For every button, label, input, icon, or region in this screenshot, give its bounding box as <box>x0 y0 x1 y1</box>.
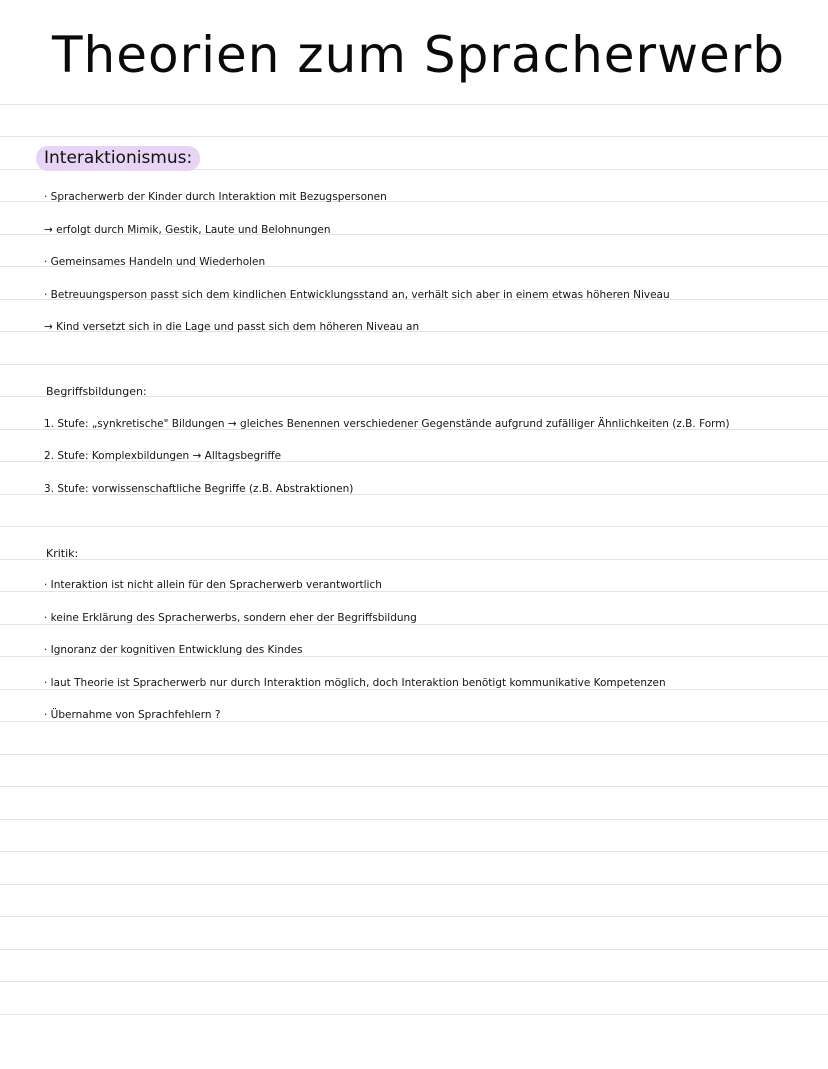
list-item: → erfolgt durch Mimik, Gestik, Laute und Belohnungen <box>44 224 331 236</box>
rule-line <box>0 981 828 982</box>
rule-line <box>0 136 828 137</box>
list-item: · laut Theorie ist Spracherwerb nur durch Interaktion möglich, doch Interaktion benötigt kommunikative Kompetenzen <box>44 677 666 689</box>
list-item: · Gemeinsames Handeln und Wiederholen <box>44 256 266 268</box>
section-heading-interaktionismus: Interaktionismus: <box>36 146 200 171</box>
rule-line <box>0 949 828 950</box>
subheading-kritik: Kritik: <box>46 547 79 560</box>
rule-line <box>0 364 828 365</box>
rule-line <box>0 819 828 820</box>
rule-line <box>0 754 828 755</box>
rule-line <box>0 851 828 852</box>
list-item: · Ignoranz der kognitiven Entwicklung des Kindes <box>44 644 303 656</box>
rule-line <box>0 104 828 105</box>
rule-line <box>0 721 828 722</box>
rule-line <box>0 526 828 527</box>
rule-line <box>0 689 828 690</box>
rule-line <box>0 591 828 592</box>
rule-line <box>0 1014 828 1015</box>
list-item: 2. Stufe: Komplexbildungen → Alltagsbegriffe <box>44 450 282 462</box>
list-item: · Spracherwerb der Kinder durch Interaktion mit Bezugspersonen <box>44 191 387 203</box>
list-item: 3. Stufe: vorwissenschaftliche Begriffe (z.B. Abstraktionen) <box>44 483 354 495</box>
rule-line <box>0 916 828 917</box>
list-item: · Interaktion ist nicht allein für den Spracherwerb verantwortlich <box>44 579 382 591</box>
rule-line <box>0 786 828 787</box>
list-item: · Übernahme von Sprachfehlern ? <box>44 709 221 721</box>
list-item: · Betreuungsperson passt sich dem kindlichen Entwicklungsstand an, verhält sich aber in einem etwas höheren Niveau <box>44 289 670 301</box>
rule-line <box>0 656 828 657</box>
rule-line <box>0 624 828 625</box>
rule-line <box>0 884 828 885</box>
list-item: · keine Erklärung des Spracherwerbs, sondern eher der Begriffsbildung <box>44 612 417 624</box>
page-title: Theorien zum Spracherwerb <box>52 26 786 84</box>
list-item: 1. Stufe: „synkretische" Bildungen → gleiches Benennen verschiedener Gegenstände aufgrund zufälliger Ähnlichkeiten (z.B. Form) <box>44 418 730 430</box>
list-item: → Kind versetzt sich in die Lage und passt sich dem höheren Niveau an <box>44 321 420 333</box>
rule-line <box>0 559 828 560</box>
subheading-begriffsbildungen: Begriffsbildungen: <box>46 385 147 398</box>
